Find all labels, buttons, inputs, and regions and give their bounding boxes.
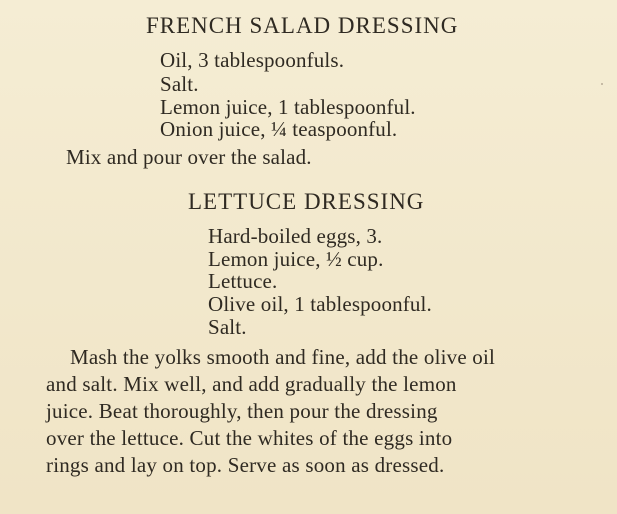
lettuce-instruction-line-2: and salt. Mix well, and add gradually the lemon — [46, 372, 457, 396]
lettuce-ingredient-lettuce: Lettuce. — [208, 269, 278, 293]
lettuce-ingredient-olive-oil: Olive oil, 1 tablespoonful. — [208, 292, 432, 316]
french-ingredient-onion-juice: Onion juice, ¼ teaspoonful. — [160, 117, 398, 141]
lettuce-ingredient-lemon-juice: Lemon juice, ½ cup. — [208, 247, 384, 271]
lettuce-instruction-line-5: rings and lay on top. Serve as soon as dressed. — [46, 453, 445, 477]
french-ingredient-salt: Salt. — [160, 72, 199, 96]
lettuce-instruction-line-4: over the lettuce. Cut the whites of the eggs into — [46, 426, 453, 450]
french-salad-dressing-title: FRENCH SALAD DRESSING — [146, 13, 459, 38]
lettuce-instruction-line-1: Mash the yolks smooth and fine, add the olive oil — [70, 345, 496, 369]
french-instructions: Mix and pour over the salad. — [66, 145, 312, 169]
french-ingredient-lemon-juice: Lemon juice, 1 tablespoonful. — [160, 95, 416, 119]
lettuce-instruction-line-3: juice. Beat thoroughly, then pour the dressing — [46, 399, 438, 423]
paper-speck — [601, 83, 603, 85]
lettuce-ingredient-eggs: Hard-boiled eggs, 3. — [208, 224, 383, 248]
lettuce-dressing-title: LETTUCE DRESSING — [188, 189, 425, 214]
french-ingredient-oil: Oil, 3 tablespoonfuls. — [160, 48, 345, 72]
lettuce-ingredient-salt: Salt. — [208, 315, 247, 339]
